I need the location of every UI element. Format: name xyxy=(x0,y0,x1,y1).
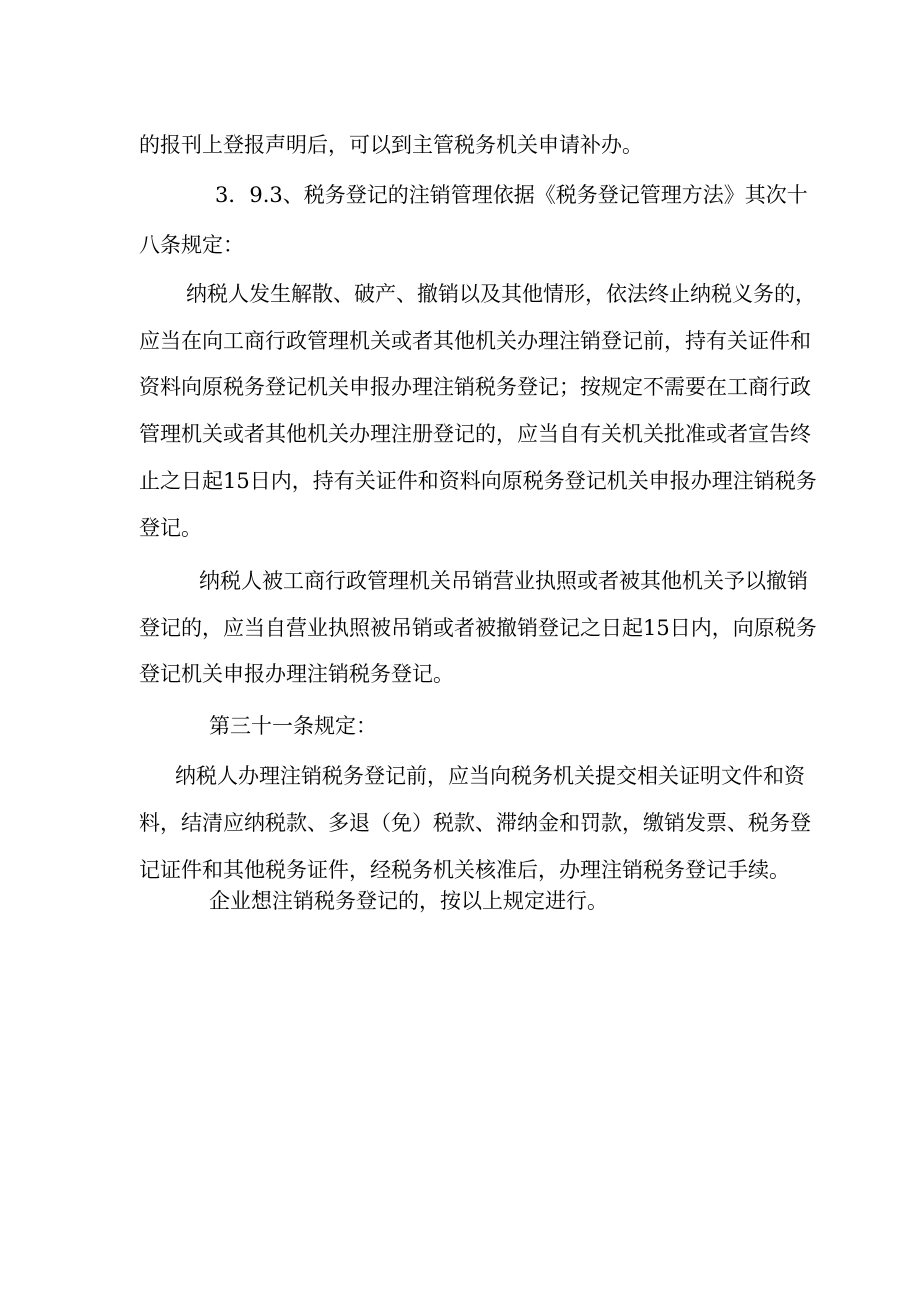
text-line: 纳税人发生解散、破产、撤销以及其他情形，依法终止纳税义务的， xyxy=(186,282,816,306)
text-line: 资料向原税务登记机关申报办理注销税务登记；按规定不需要在工商行政 xyxy=(139,375,811,399)
text-line: 应当在向工商行政管理机关或者其他机关办理注销登记前，持有关证件和 xyxy=(139,329,811,353)
text-line: 纳税人办理注销税务登记前，应当向税务机关提交相关证明文件和资 xyxy=(175,764,805,788)
text-line: 登记机关申报办理注销税务登记。 xyxy=(139,662,454,686)
text-line: 止之日起15日内，持有关证件和资料向原税务登记机关申报办理注销税务 xyxy=(139,469,817,493)
text-line: 管理机关或者其他机关办理注册登记的，应当自有关机关批准或者宣告终 xyxy=(139,422,811,446)
text-line: 第三十一条规定： xyxy=(209,714,377,738)
text-line: 企业想注销税务登记的，按以上规定进行。 xyxy=(209,889,608,913)
text-line: 料，结清应纳税款、多退（免）税款、滞纳金和罚款，缴销发票、税务登 xyxy=(139,811,811,835)
text-line: 登记。 xyxy=(139,516,202,540)
text-line: 纳税人被工商行政管理机关吊销营业执照或者被其他机关予以撤销 xyxy=(199,569,808,593)
text-line: 的报刊上登报声明后，可以到主管税务机关申请补办。 xyxy=(139,133,643,157)
text-line: 八条规定： xyxy=(139,233,244,257)
text-line: 3．9.3、税务登记的注销管理依据《税务登记管理方法》其次十 xyxy=(215,183,808,207)
text-line: 记证件和其他税务证件，经税务机关核准后，办理注销税务登记手续。 xyxy=(139,858,790,882)
text-line: 登记的，应当自营业执照被吊销或者被撤销登记之日起15日内，向原税务 xyxy=(139,616,817,640)
